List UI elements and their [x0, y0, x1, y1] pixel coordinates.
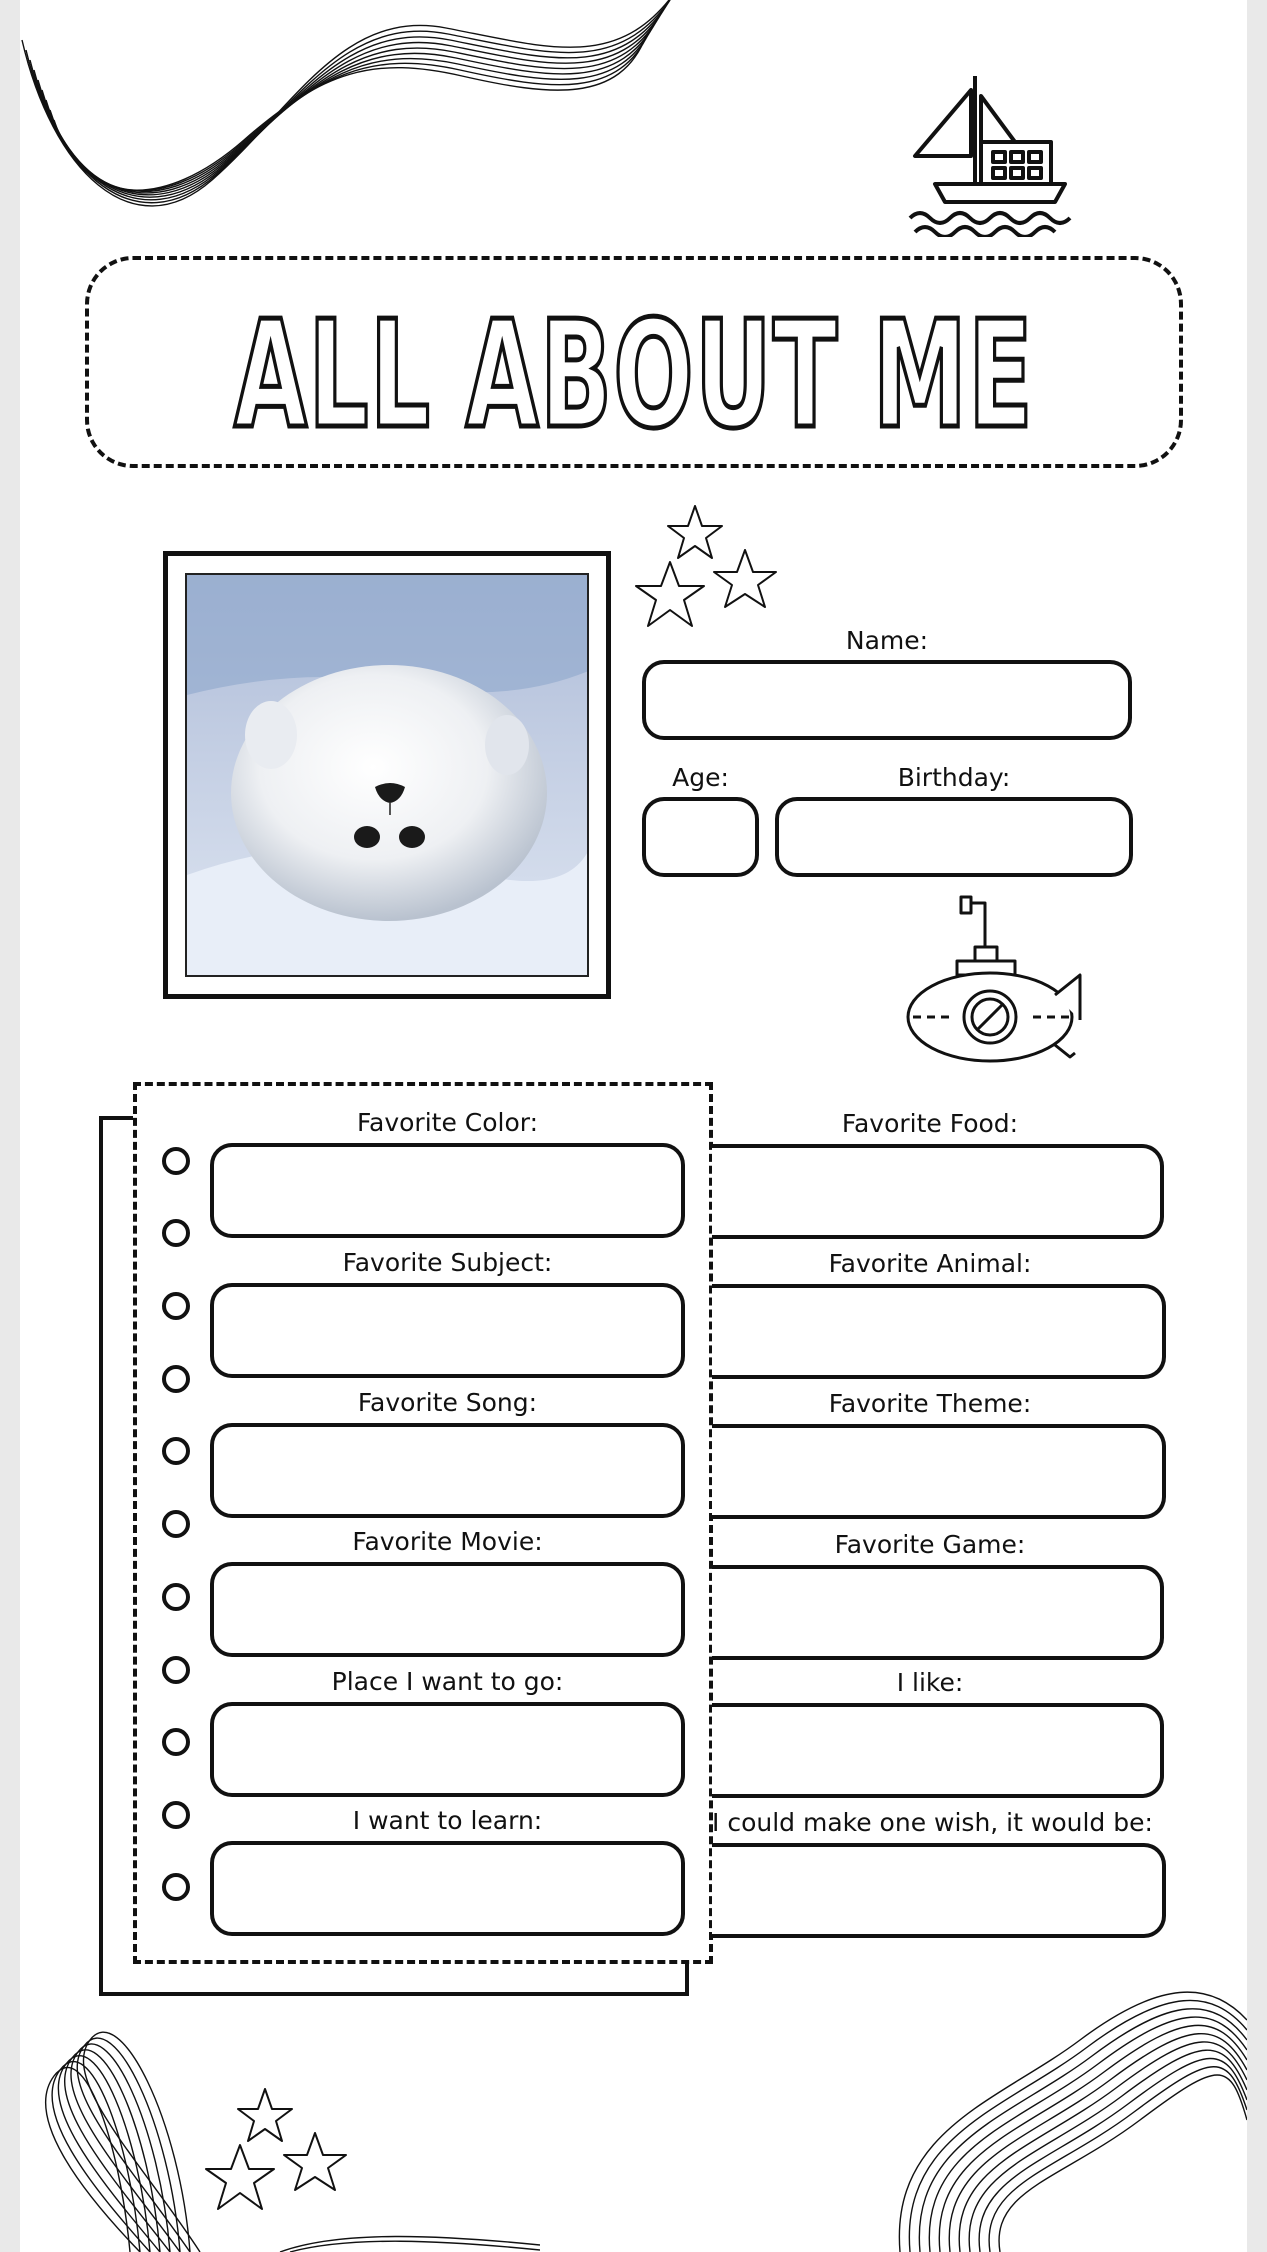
notebook-ring	[162, 1873, 190, 1901]
notebook-ring	[162, 1437, 190, 1465]
birthday-field[interactable]	[775, 797, 1133, 877]
favorite-food-field[interactable]	[712, 1144, 1164, 1239]
favorite-food-label: Favorite Food:	[841, 1109, 1019, 1138]
page-edge-left	[0, 0, 20, 2252]
favorite-theme-field[interactable]	[712, 1424, 1166, 1519]
i-like-field[interactable]	[712, 1703, 1164, 1798]
favorite-subject-label: Favorite Subject:	[342, 1248, 553, 1277]
notebook-ring	[162, 1801, 190, 1829]
notebook-ring	[162, 1219, 190, 1247]
birthday-label: Birthday:	[897, 763, 1011, 792]
wish-label: I could make one wish, it would be:	[712, 1808, 1153, 1837]
star-icon	[668, 506, 722, 558]
age-label: Age:	[672, 763, 729, 792]
photo-frame	[163, 551, 611, 999]
notebook-ring	[162, 1510, 190, 1538]
notebook-ring	[162, 1292, 190, 1320]
name-field[interactable]	[642, 660, 1132, 740]
svg-text:ALL ABOUT ME: ALL ABOUT ME	[234, 289, 1034, 461]
place-i-want-to-go-label: Place I want to go:	[331, 1667, 564, 1696]
favorite-subject-field[interactable]	[210, 1283, 685, 1378]
favorite-animal-label: Favorite Animal:	[828, 1249, 1032, 1278]
favorite-game-field[interactable]	[712, 1565, 1164, 1660]
favorite-color-label: Favorite Color:	[356, 1108, 539, 1137]
star-icon	[284, 2133, 346, 2190]
favorite-movie-field[interactable]	[210, 1562, 685, 1657]
page-edge-right	[1247, 0, 1267, 2252]
i-want-to-learn-field[interactable]	[210, 1841, 685, 1936]
favorite-song-label: Favorite Song:	[357, 1388, 538, 1417]
favorite-theme-label: Favorite Theme:	[828, 1389, 1032, 1418]
notebook-ring	[162, 1728, 190, 1756]
favorite-color-field[interactable]	[210, 1143, 685, 1238]
i-want-to-learn-label: I want to learn:	[352, 1806, 543, 1835]
star-icon	[714, 550, 776, 607]
star-cluster-bottom	[200, 2085, 360, 2225]
sailboat-icon	[905, 72, 1085, 237]
star-cluster-top	[630, 502, 790, 642]
star-icon	[238, 2089, 292, 2141]
favorite-song-field[interactable]	[210, 1423, 685, 1518]
wave-line-art-top-left	[20, 0, 680, 240]
favorite-animal-field[interactable]	[712, 1284, 1166, 1379]
star-icon	[206, 2145, 274, 2209]
wish-field[interactable]	[712, 1843, 1166, 1938]
notebook-ring	[162, 1583, 190, 1611]
age-field[interactable]	[642, 797, 759, 877]
submarine-icon	[905, 895, 1085, 1070]
seal-pup-photo	[185, 573, 589, 977]
star-icon	[636, 562, 704, 626]
place-i-want-to-go-field[interactable]	[210, 1702, 685, 1797]
page-title	[85, 256, 1183, 468]
favorite-movie-label: Favorite Movie:	[352, 1527, 543, 1556]
favorite-game-label: Favorite Game:	[834, 1530, 1026, 1559]
notebook-ring	[162, 1365, 190, 1393]
name-label: Name:	[845, 626, 929, 655]
i-like-label: I like:	[896, 1668, 964, 1697]
wave-line-art-bottom-right	[880, 1980, 1247, 2252]
notebook-ring	[162, 1147, 190, 1175]
notebook-ring	[162, 1656, 190, 1684]
